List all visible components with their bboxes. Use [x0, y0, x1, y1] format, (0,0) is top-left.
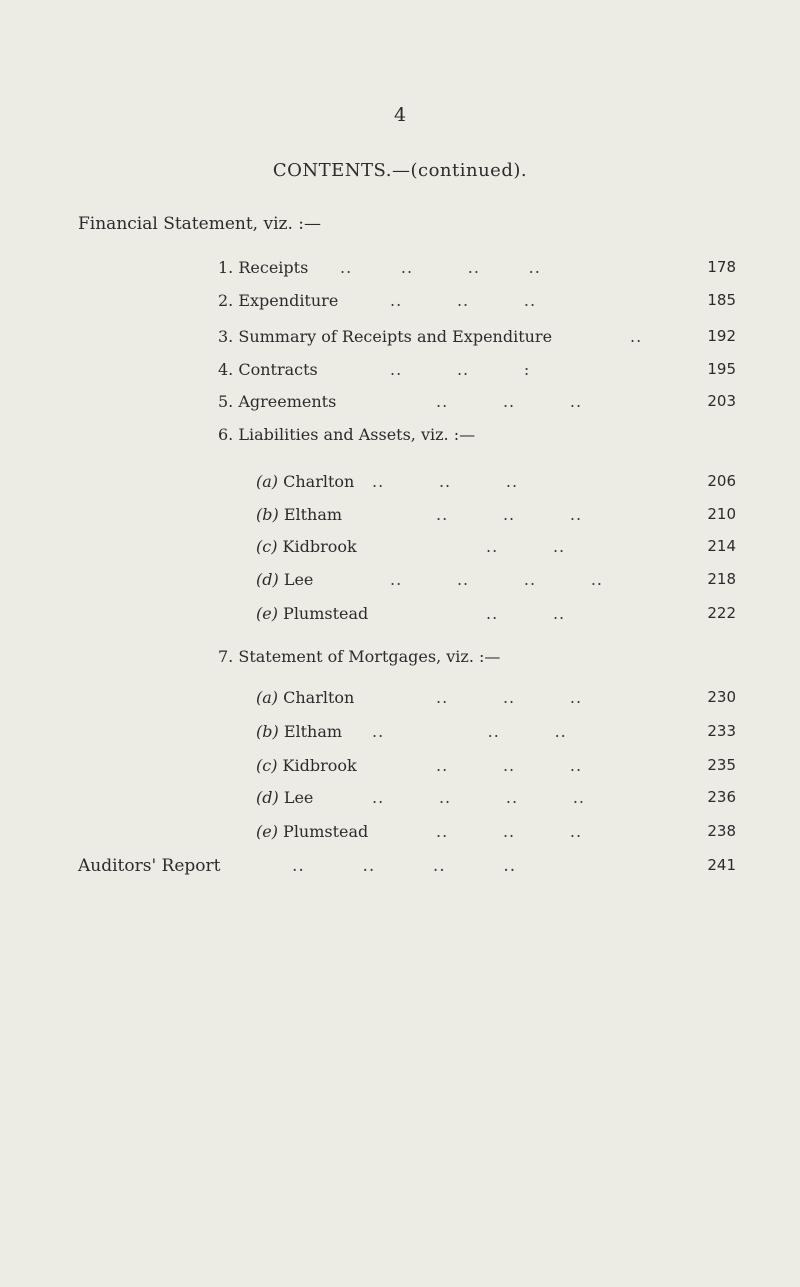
toc-entry-page: 192 [707, 327, 736, 345]
leader-dots: .. .. .. [372, 722, 567, 741]
sub-letter: (b) [256, 505, 279, 524]
toc-entry-label: 3. Summary of Receipts and Expenditure [218, 327, 553, 346]
contents-title: CONTENTS.—(continued). [272, 160, 528, 181]
toc-entry-page: 222 [707, 604, 736, 622]
toc-entry-label: 2. Expenditure [218, 291, 339, 310]
toc-entry-label: Auditors' Report [78, 856, 221, 876]
toc-subentry-label: Charlton [283, 472, 355, 491]
sub-letter: (e) [256, 604, 278, 623]
toc-subentry-label: Lee [283, 570, 314, 589]
toc-entry-page: 218 [707, 570, 736, 588]
sub-letter: (e) [256, 822, 278, 841]
toc-subentry-label: Plumstead [283, 604, 369, 623]
toc-subentry-label: Eltham [283, 722, 343, 741]
leader-dots: .. .. .. .. [372, 788, 586, 807]
toc-entry-page: 236 [707, 788, 736, 806]
leader-dots: .. .. .. .. [340, 258, 541, 277]
toc-subentry-label: Eltham [283, 505, 343, 524]
page-number: 4 [393, 104, 407, 126]
toc-entry-page: 206 [707, 472, 736, 490]
leader-dots: .. .. [486, 537, 566, 556]
toc-subentry-label: Kidbrook [282, 756, 357, 775]
toc-entry-page: 210 [707, 505, 736, 523]
sub-letter: (c) [256, 537, 278, 556]
toc-entry-label: 4. Contracts [218, 360, 318, 379]
toc-subentry-label: Kidbrook [282, 537, 357, 556]
sub-letter: (d) [256, 788, 279, 807]
toc-entry-page: 241 [707, 856, 736, 874]
toc-entry-page: 230 [707, 688, 736, 706]
leader-dots: .. .. [486, 604, 566, 623]
sub-letter: (c) [256, 756, 278, 775]
leader-dots: .. .. .. .. [390, 570, 604, 589]
toc-subentry-label: Lee [283, 788, 314, 807]
leader-dots: .. .. .. [390, 291, 537, 310]
toc-entry-page: 203 [707, 392, 736, 410]
leader-dots: .. .. .. [436, 822, 583, 841]
toc-entry-page: 233 [707, 722, 736, 740]
toc-entry-page: 238 [707, 822, 736, 840]
toc-entry-page: 195 [707, 360, 736, 378]
leader-dots: .. .. .. [436, 505, 583, 524]
leader-dots: .. .. .. [436, 688, 583, 707]
toc-subentry-label: Plumstead [283, 822, 369, 841]
leader-dots: .. .. : [390, 360, 531, 379]
sub-letter: (d) [256, 570, 279, 589]
financial-statement-heading: Financial Statement, viz. :— [78, 214, 322, 234]
leader-dots: .. .. .. [436, 392, 583, 411]
leader-dots: .. [630, 327, 643, 346]
toc-subentry-label: Charlton [283, 688, 355, 707]
toc-entry-page: 185 [707, 291, 736, 309]
toc-entry-label: 1. Receipts [218, 258, 309, 277]
toc-entry-page: 178 [707, 258, 736, 276]
leader-dots: .. .. .. [372, 472, 519, 491]
leader-dots: .. .. .. [436, 756, 583, 775]
toc-entry-page: 214 [707, 537, 736, 555]
toc-entry-label: 6. Liabilities and Assets, viz. :— [218, 425, 476, 444]
sub-letter: (a) [256, 472, 279, 491]
sub-letter: (a) [256, 688, 279, 707]
toc-entry-label: 5. Agreements [218, 392, 337, 411]
toc-entry-label: 7. Statement of Mortgages, viz. :— [218, 647, 501, 666]
toc-entry-page: 235 [707, 756, 736, 774]
sub-letter: (b) [256, 722, 279, 741]
leader-dots: .. .. .. .. [292, 856, 517, 876]
